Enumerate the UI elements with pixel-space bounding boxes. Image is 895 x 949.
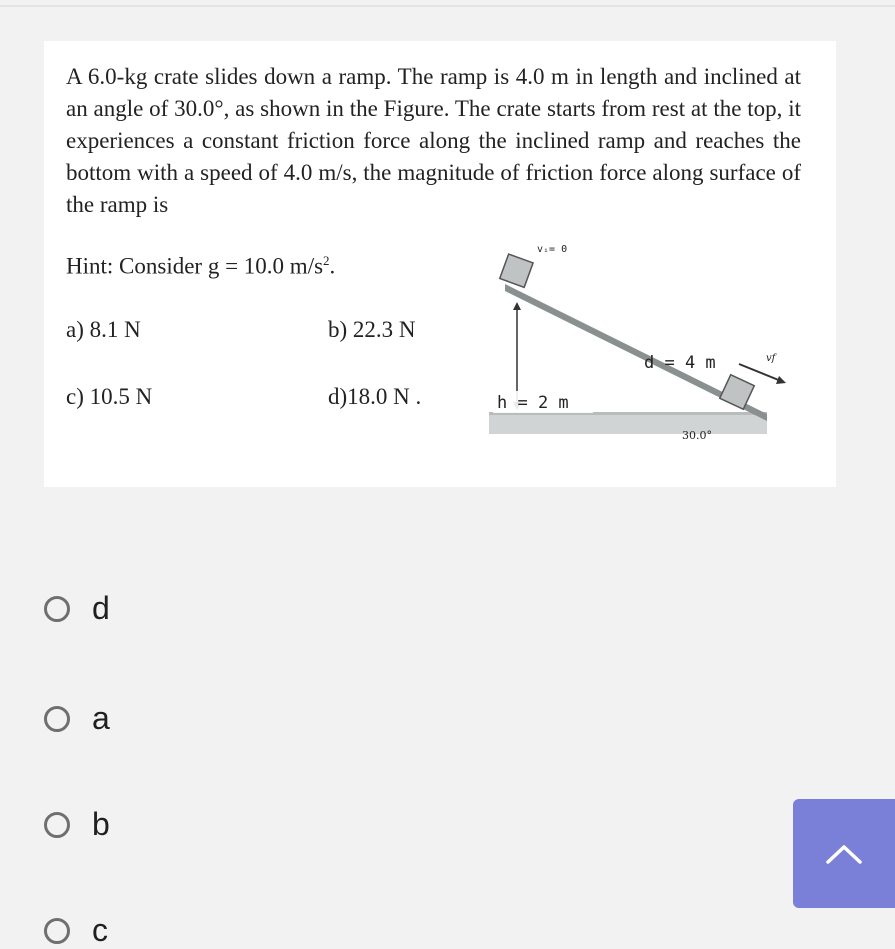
radio-a[interactable] (44, 706, 70, 732)
ramp-figure (489, 236, 814, 441)
angle-label: 30.0° (682, 429, 712, 441)
chevron-up-icon (824, 842, 864, 866)
option-a-label: a (92, 700, 110, 736)
ground (489, 414, 767, 434)
option-b[interactable] (44, 806, 110, 843)
option-c-label: c (92, 912, 108, 948)
h-label: h = 2 m (497, 393, 569, 413)
option-b-label: b (92, 806, 110, 842)
hint-text (66, 253, 335, 280)
choice-d-text: d)18.0 N . (328, 384, 422, 409)
top-divider (0, 5, 895, 7)
radio-b[interactable] (44, 812, 70, 838)
question-card (44, 41, 836, 487)
option-d[interactable] (44, 590, 110, 627)
radio-c[interactable] (44, 918, 70, 944)
d-label: d = 4 m (644, 353, 716, 373)
hint-prefix: Hint: Consider g = 10.0 m/s (66, 253, 324, 279)
choice-b-text: b) 22.3 N (328, 317, 416, 342)
question-text: A 6.0-kg crate slides down a ramp. The ramp is 4.0 m in length and inclined at an angle of 30.0°, as shown in the Figure. The crate starts from rest at the top, it experiences a constant friction force along the inclined ramp and reaches the bottom with a speed of 4.0 m/s, the magnitude of friction force along surface of the ramp is (66, 64, 801, 217)
vf-label: vf (766, 353, 776, 364)
option-a[interactable] (44, 700, 110, 737)
scroll-to-top-button[interactable] (793, 799, 895, 908)
hint-exponent: 2 (323, 253, 330, 268)
choice-a-text: a) 8.1 N (66, 317, 141, 342)
radio-d[interactable] (44, 596, 70, 622)
hint-suffix: . (329, 253, 336, 279)
choice-c-text: c) 10.5 N (66, 384, 153, 409)
option-c[interactable] (44, 912, 108, 949)
vi-label: vᵢ= 0 (537, 244, 568, 255)
option-d-label: d (92, 590, 110, 626)
